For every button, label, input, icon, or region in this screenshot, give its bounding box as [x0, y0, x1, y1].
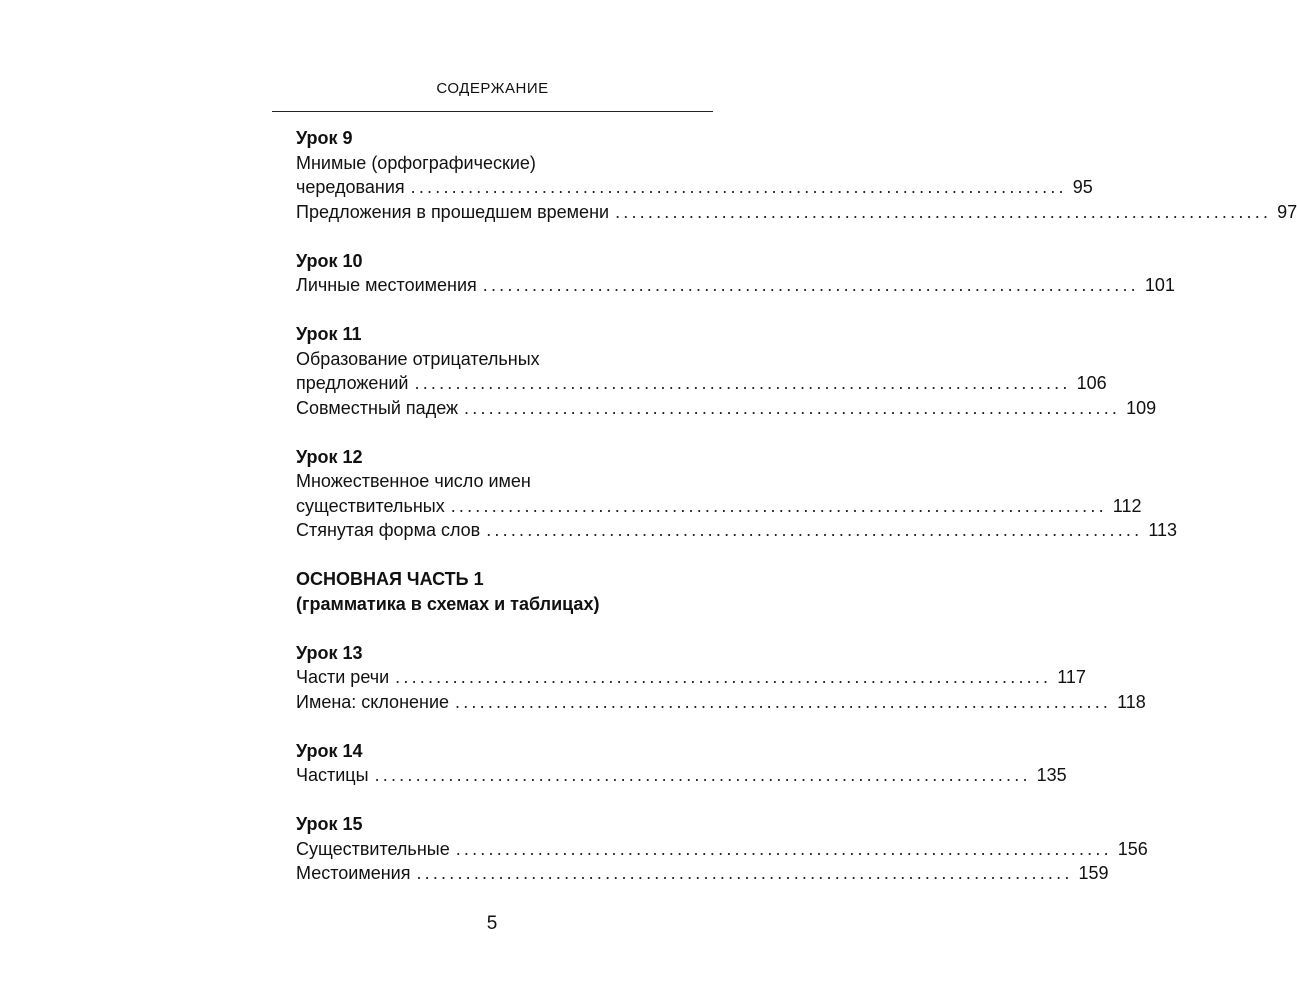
- section-subtitle: (грамматика в схемах и таблицах): [296, 593, 600, 614]
- toc-entry-page: 97: [1277, 201, 1297, 222]
- toc-entry: [296, 175, 1093, 200]
- dot-leader: ................................................................................: [455, 691, 1112, 712]
- lesson-title: Урок 12: [296, 446, 363, 467]
- dot-leader: ................................................................................: [374, 765, 1031, 785]
- toc-lesson: [296, 126, 1297, 224]
- toc-lesson: [296, 249, 1175, 298]
- toc-entry-text: Существительные: [296, 838, 450, 859]
- toc-entry-text: чередования: [296, 177, 405, 197]
- toc-entry-line: Множественное число имен: [296, 471, 531, 491]
- toc-entry-page: 156: [1117, 838, 1148, 859]
- page-header-title: СОДЕРЖАНИЕ: [436, 80, 549, 97]
- toc-entry-page: 113: [1148, 520, 1178, 540]
- toc-lesson: [296, 641, 1146, 715]
- toc-entry-page: 118: [1117, 691, 1146, 712]
- toc-entry-text: Стянутая форма слов: [296, 520, 481, 540]
- toc-entry: [296, 837, 1148, 862]
- toc-lesson: [296, 445, 1178, 543]
- lesson-group-2: [296, 641, 1148, 886]
- dot-leader: ................................................................................: [615, 201, 1272, 222]
- dot-leader: ................................................................................: [450, 495, 1107, 516]
- toc-entry-text: Совместный падеж: [296, 397, 459, 418]
- toc-lesson: [296, 322, 1157, 420]
- toc-entry-page: 135: [1036, 765, 1067, 785]
- toc-entry: [296, 763, 1067, 788]
- lesson-title: Урок 11: [296, 324, 362, 344]
- section-heading: [296, 567, 714, 616]
- toc-entry: [296, 518, 1178, 543]
- toc-entry: [296, 665, 1086, 690]
- header-rule: [272, 111, 713, 112]
- toc-entry-line: Мнимые (орфографические): [296, 152, 536, 173]
- table-of-contents: [296, 126, 1297, 886]
- toc-entry-text: Имена: склонение: [296, 691, 450, 712]
- toc-entry-page: 95: [1072, 177, 1093, 197]
- dot-leader: ................................................................................: [482, 275, 1139, 295]
- lesson-title: Урок 14: [296, 740, 363, 761]
- dot-leader: ................................................................................: [410, 177, 1067, 197]
- lesson-title: Урок 13: [296, 642, 363, 663]
- section-title: ОСНОВНАЯ ЧАСТЬ 1: [296, 569, 484, 589]
- dot-leader: ................................................................................: [464, 397, 1121, 418]
- toc-entry: [296, 371, 1107, 396]
- toc-lesson: [296, 739, 1067, 788]
- toc-entry-page: 106: [1076, 373, 1107, 393]
- toc-entry-text: Личные местоимения: [296, 275, 477, 295]
- lesson-group-1: [296, 126, 1297, 543]
- toc-entry-text: Части речи: [296, 667, 390, 687]
- page-number: 5: [486, 913, 498, 934]
- lesson-title: Урок 10: [296, 250, 363, 271]
- toc-entry-page: 117: [1057, 667, 1086, 687]
- dot-leader: ................................................................................: [455, 838, 1112, 859]
- toc-entry-page: 159: [1078, 863, 1109, 883]
- lesson-title: Урок 9: [296, 128, 353, 148]
- toc-entry-page: 112: [1112, 495, 1142, 516]
- dot-leader: ................................................................................: [486, 520, 1143, 540]
- toc-entry-text: предложений: [296, 373, 409, 393]
- toc-entry: [296, 494, 1142, 519]
- dot-leader: ................................................................................: [414, 373, 1071, 393]
- toc-entry: [296, 200, 1297, 225]
- toc-entry: [296, 273, 1175, 298]
- toc-entry-text: Местоимения: [296, 863, 411, 883]
- toc-entry: [296, 861, 1109, 886]
- toc-lesson: [296, 812, 1148, 886]
- toc-entry-page: 109: [1126, 397, 1157, 418]
- toc-entry: [296, 690, 1146, 715]
- toc-entry: [296, 396, 1157, 421]
- dot-leader: ................................................................................: [416, 863, 1073, 883]
- toc-entry-page: 101: [1144, 275, 1175, 295]
- toc-entry-text: Предложения в прошедшем времени: [296, 201, 610, 222]
- dot-leader: ................................................................................: [395, 667, 1052, 687]
- lesson-title: Урок 15: [296, 814, 363, 834]
- toc-entry-text: Частицы: [296, 765, 369, 785]
- toc-entry-line: Образование отрицательных: [296, 348, 540, 369]
- toc-entry-text: существительных: [296, 495, 445, 516]
